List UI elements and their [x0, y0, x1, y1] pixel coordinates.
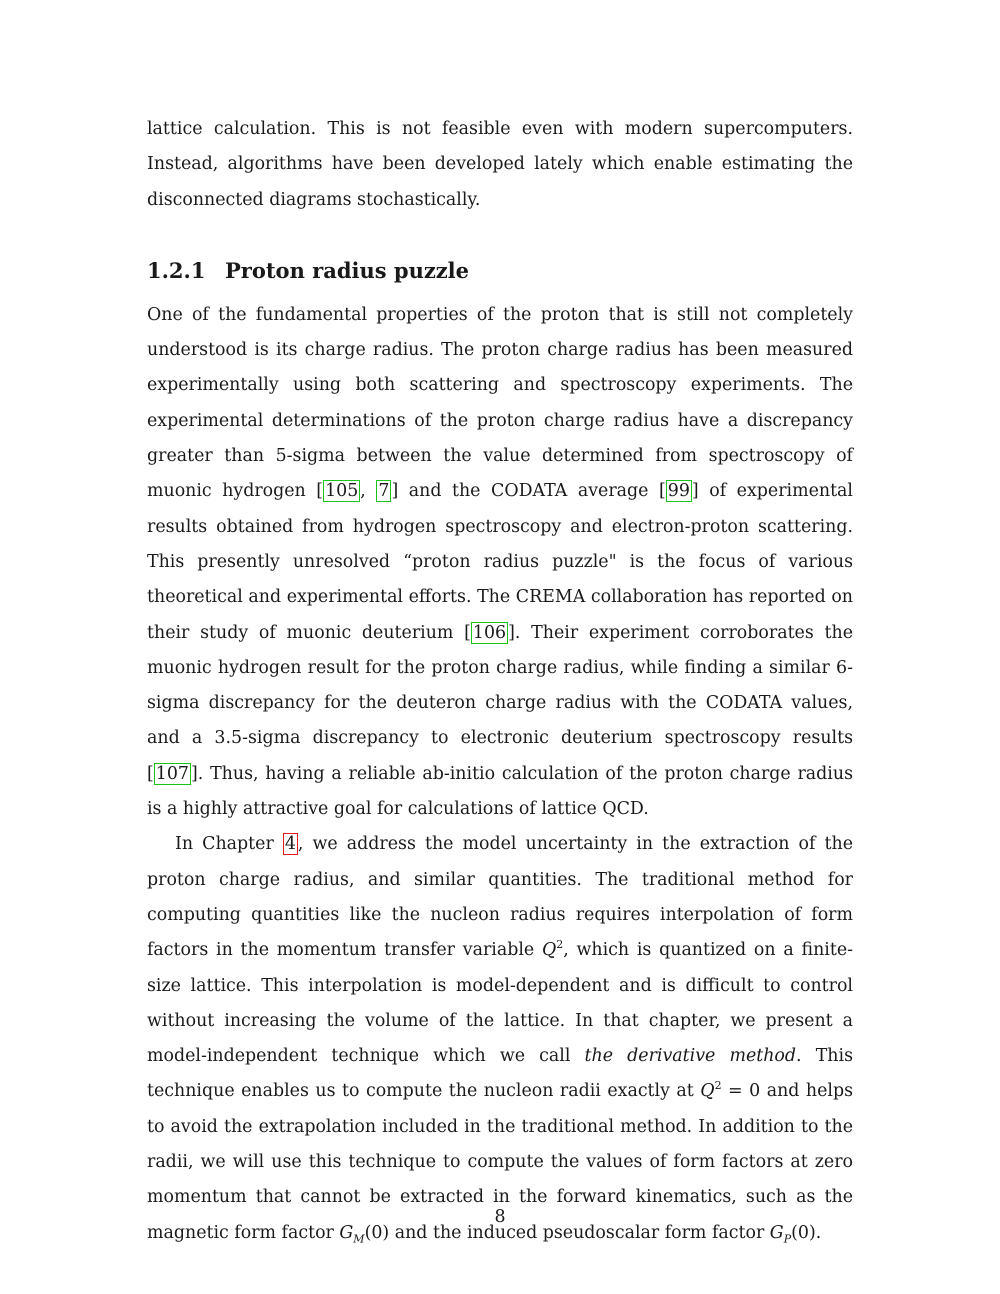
paragraph-chapter-overview: In Chapter 4 , we address the model uncertainty in the extraction of the proton charge radius, and similar quantities. The traditional method for computing quantities like the nucleon radius requires interpolation of form factors in the momentum transfer variable $Q^2$, which is quantized on a finite-size lattice. This interpolation is model-dependent and is difficult to control without increasing the volume of the lattice. In that chapter, we present a model-independent technique which we call the derivative method. This technique enables us to compute the nucleon radii exactly at $Q^2 = 0$ and helps to avoid the extrapolation included in the traditional method. In addition to the radii, we will use this technique to compute the values of form factors at zero momentum that cannot be extracted in the forward kinematics, such as the magnetic form factor $G_M(0)$ and the induced pseudoscalar form factor $G_P(0)$. — [147, 834, 854, 1246]
citation-99[interactable]: 99 — [667, 481, 690, 502]
citation-7[interactable]: 7 — [378, 481, 390, 502]
section-number: 1.2.1 — [147, 257, 206, 283]
math-q: Q — [541, 940, 557, 961]
chapter-reference-link[interactable]: 4 — [284, 834, 296, 855]
math-q2: Q — [700, 1081, 715, 1102]
citation-107[interactable]: 107 — [155, 763, 189, 784]
paragraph-intro: lattice calculation. This is not feasible even with modern supercomputers. Instead, algorithms have been developed lately which enable estimating the disconnected diagrams stochastically. — [147, 119, 853, 210]
paragraph-proton-radius: One of the fundamental properties of the proton that is still not completely understood is its charge radius. The proton charge radius has been measured experimentally using both scattering and spectroscopy experiments. The experimental determinations of the proton charge radius have a discrepancy greater than 5-sigma between the value determined from spectroscopy of muonic hydrogen [ 105 , 7 ] and the CODATA average [ 99 ] of experimental results obtained from hydrogen spectroscopy and electron-proton scattering. This presently unresolved “proton radius puzzle" is the focus of various theoretical and experimental efforts. The CREMA collaboration has reported on their study of muonic deuterium [ 106 ]. Their experiment corroborates the muonic hydrogen result for the proton charge radius, while finding a similar 6-sigma discrepancy for the deuteron charge radius with the CODATA values, and a 3.5-sigma discrepancy to electronic deuterium spectroscopy results [ 107 ]. Thus, having a reliable ab-initio calculation of the proton charge radius is a highly attractive goal for calculations of lattice QCD. — [147, 304, 853, 820]
emphasis-derivative-method: the derivative method — [584, 1046, 797, 1067]
citation-106[interactable]: 106 — [472, 622, 507, 643]
math-gp: G — [769, 1222, 784, 1243]
citation-105[interactable]: 105 — [325, 481, 359, 502]
math-gm: G — [339, 1222, 354, 1243]
page-body — [147, 112, 853, 1251]
page-number: 8 — [494, 1207, 506, 1227]
section-title: Proton radius puzzle — [225, 257, 470, 283]
section-heading — [147, 256, 853, 286]
